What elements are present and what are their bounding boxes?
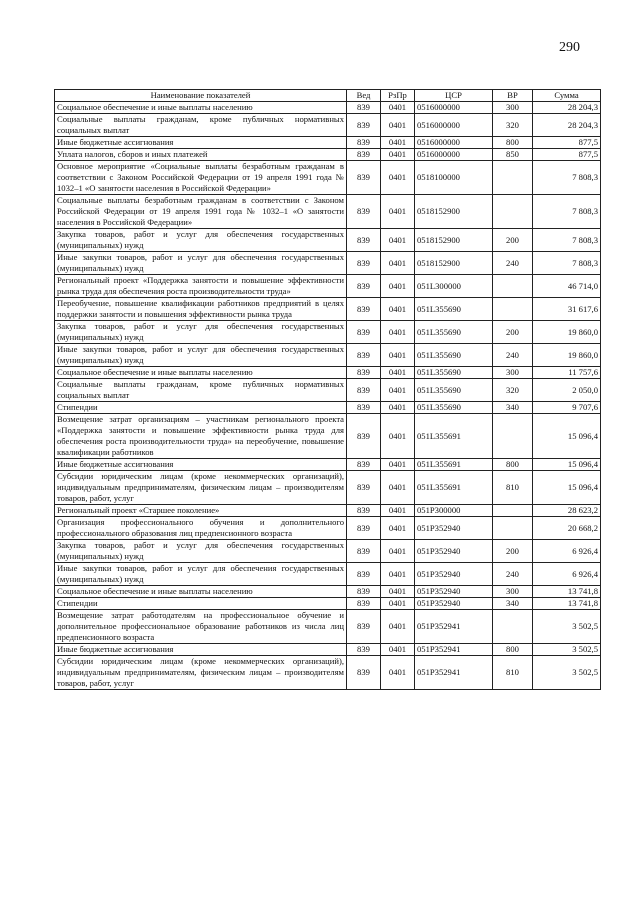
table-body — [55, 102, 601, 690]
table-row — [55, 137, 601, 149]
cell-name: Основное мероприятие «Социальные выплаты безработным гражданам в соответствии с Законом Российской Федерации от 19 апреля 1991 года № 1032–1 «О занятости населения в Российской Федерации» — [55, 161, 347, 195]
cell-vr: 340 — [493, 598, 533, 610]
cell-name: Уплата налогов, сборов и иных платежей — [55, 149, 347, 161]
cell-csr: 051P352941 — [415, 610, 493, 644]
cell-ved: 839 — [347, 459, 381, 471]
cell-ved: 839 — [347, 195, 381, 229]
cell-ved: 839 — [347, 161, 381, 195]
cell-vr: 300 — [493, 367, 533, 379]
cell-ved: 839 — [347, 414, 381, 459]
cell-vr: 800 — [493, 459, 533, 471]
cell-vr — [493, 517, 533, 540]
table-row — [55, 563, 601, 586]
table-row — [55, 402, 601, 414]
header-sum: Сумма — [533, 90, 601, 102]
cell-rzpr: 0401 — [381, 505, 415, 517]
cell-vr — [493, 298, 533, 321]
cell-rzpr: 0401 — [381, 275, 415, 298]
cell-name: Иные закупки товаров, работ и услуг для обеспечения государственных (муниципальных) нужд — [55, 344, 347, 367]
cell-csr: 0518100000 — [415, 161, 493, 195]
cell-rzpr: 0401 — [381, 610, 415, 644]
cell-sum: 6 926,4 — [533, 540, 601, 563]
cell-vr — [493, 161, 533, 195]
cell-rzpr: 0401 — [381, 195, 415, 229]
cell-ved: 839 — [347, 402, 381, 414]
cell-name: Переобучение, повышение квалификации работников предприятий в целях поддержки занятости и повышения эффективности рынка труда — [55, 298, 347, 321]
table-row — [55, 586, 601, 598]
table-row — [55, 610, 601, 644]
cell-ved: 839 — [347, 344, 381, 367]
cell-name: Возмещение затрат работодателям на профессиональное обучение и дополнительное профессиональное образование работников из числа лиц предпенсионного возраста — [55, 610, 347, 644]
cell-sum: 11 757,6 — [533, 367, 601, 379]
cell-ved: 839 — [347, 321, 381, 344]
cell-vr: 240 — [493, 344, 533, 367]
cell-csr: 0516000000 — [415, 149, 493, 161]
cell-name: Закупка товаров, работ и услуг для обеспечения государственных (муниципальных) нужд — [55, 229, 347, 252]
table-row — [55, 540, 601, 563]
cell-ved: 839 — [347, 517, 381, 540]
cell-sum: 15 096,4 — [533, 471, 601, 505]
cell-sum: 13 741,8 — [533, 598, 601, 610]
cell-sum: 6 926,4 — [533, 563, 601, 586]
table-row — [55, 505, 601, 517]
cell-ved: 839 — [347, 298, 381, 321]
cell-rzpr: 0401 — [381, 540, 415, 563]
header-vr: ВР — [493, 90, 533, 102]
cell-name: Субсидии юридическим лицам (кроме некоммерческих организаций), индивидуальным предпринимателям, физическим лицам – производителям товаров, работ, услуг — [55, 656, 347, 690]
cell-sum: 877,5 — [533, 149, 601, 161]
table-row — [55, 161, 601, 195]
table-row — [55, 229, 601, 252]
cell-sum: 7 808,3 — [533, 252, 601, 275]
cell-csr: 051L355690 — [415, 402, 493, 414]
cell-ved: 839 — [347, 563, 381, 586]
cell-rzpr: 0401 — [381, 414, 415, 459]
cell-ved: 839 — [347, 471, 381, 505]
cell-csr: 051P300000 — [415, 505, 493, 517]
cell-csr: 051L300000 — [415, 275, 493, 298]
cell-name: Социальное обеспечение и иные выплаты населению — [55, 367, 347, 379]
cell-ved: 839 — [347, 137, 381, 149]
cell-csr: 0518152900 — [415, 252, 493, 275]
cell-vr: 320 — [493, 379, 533, 402]
cell-ved: 839 — [347, 102, 381, 114]
table-row — [55, 379, 601, 402]
cell-rzpr: 0401 — [381, 161, 415, 195]
cell-ved: 839 — [347, 540, 381, 563]
cell-csr: 051P352940 — [415, 563, 493, 586]
cell-name: Социальные выплаты гражданам, кроме публичных нормативных социальных выплат — [55, 379, 347, 402]
cell-sum: 20 668,2 — [533, 517, 601, 540]
table-row — [55, 644, 601, 656]
cell-csr: 051L355691 — [415, 414, 493, 459]
cell-rzpr: 0401 — [381, 252, 415, 275]
cell-sum: 28 623,2 — [533, 505, 601, 517]
cell-vr: 800 — [493, 644, 533, 656]
cell-vr — [493, 610, 533, 644]
cell-rzpr: 0401 — [381, 459, 415, 471]
cell-rzpr: 0401 — [381, 402, 415, 414]
cell-name: Региональный проект «Поддержка занятости и повышение эффективности рынка труда для обеспечения роста производительности труда» — [55, 275, 347, 298]
cell-ved: 839 — [347, 379, 381, 402]
cell-vr — [493, 505, 533, 517]
cell-sum: 3 502,5 — [533, 610, 601, 644]
cell-sum: 46 714,0 — [533, 275, 601, 298]
cell-vr: 340 — [493, 402, 533, 414]
cell-name: Стипендии — [55, 598, 347, 610]
cell-csr: 051P352940 — [415, 586, 493, 598]
cell-vr — [493, 195, 533, 229]
cell-vr: 200 — [493, 540, 533, 563]
cell-ved: 839 — [347, 114, 381, 137]
cell-ved: 839 — [347, 149, 381, 161]
cell-csr: 0516000000 — [415, 102, 493, 114]
cell-vr: 320 — [493, 114, 533, 137]
cell-rzpr: 0401 — [381, 344, 415, 367]
cell-csr: 051L355690 — [415, 379, 493, 402]
table-row — [55, 414, 601, 459]
cell-sum: 13 741,8 — [533, 586, 601, 598]
cell-rzpr: 0401 — [381, 379, 415, 402]
table-row — [55, 344, 601, 367]
table-header-row — [55, 90, 601, 102]
cell-vr: 810 — [493, 471, 533, 505]
cell-name: Субсидии юридическим лицам (кроме некоммерческих организаций), индивидуальным предпринимателям, физическим лицам – производителям товаров, работ, услуг — [55, 471, 347, 505]
page-number: 290 — [559, 40, 580, 55]
cell-rzpr: 0401 — [381, 137, 415, 149]
cell-sum: 15 096,4 — [533, 414, 601, 459]
cell-vr: 240 — [493, 252, 533, 275]
cell-rzpr: 0401 — [381, 229, 415, 252]
cell-ved: 839 — [347, 598, 381, 610]
cell-sum: 9 707,6 — [533, 402, 601, 414]
cell-rzpr: 0401 — [381, 656, 415, 690]
cell-name: Социальное обеспечение и иные выплаты населению — [55, 586, 347, 598]
cell-vr: 300 — [493, 102, 533, 114]
cell-ved: 839 — [347, 367, 381, 379]
cell-csr: 0516000000 — [415, 137, 493, 149]
header-csr: ЦСР — [415, 90, 493, 102]
table-row — [55, 114, 601, 137]
cell-ved: 839 — [347, 229, 381, 252]
cell-csr: 051L355690 — [415, 321, 493, 344]
cell-ved: 839 — [347, 644, 381, 656]
table-row — [55, 459, 601, 471]
cell-name: Социальное обеспечение и иные выплаты населению — [55, 102, 347, 114]
cell-sum: 28 204,3 — [533, 114, 601, 137]
cell-name: Региональный проект «Старшее поколение» — [55, 505, 347, 517]
table-row — [55, 252, 601, 275]
cell-csr: 051P352940 — [415, 517, 493, 540]
cell-csr: 0518152900 — [415, 229, 493, 252]
cell-csr: 051P352941 — [415, 656, 493, 690]
header-name: Наименование показателей — [55, 90, 347, 102]
cell-csr: 051P352940 — [415, 540, 493, 563]
cell-name: Иные бюджетные ассигнования — [55, 644, 347, 656]
cell-csr: 051P352941 — [415, 644, 493, 656]
table-row — [55, 195, 601, 229]
cell-rzpr: 0401 — [381, 114, 415, 137]
cell-ved: 839 — [347, 275, 381, 298]
table-row — [55, 656, 601, 690]
cell-name: Возмещение затрат организациям – участникам регионального проекта «Поддержка занятости и повышение эффективности рынка труда для обеспечения роста производительности труда» на переобучение, повышение квалификации работников — [55, 414, 347, 459]
cell-rzpr: 0401 — [381, 586, 415, 598]
cell-vr: 240 — [493, 563, 533, 586]
cell-ved: 839 — [347, 610, 381, 644]
cell-vr: 200 — [493, 229, 533, 252]
cell-rzpr: 0401 — [381, 644, 415, 656]
cell-sum: 877,5 — [533, 137, 601, 149]
cell-rzpr: 0401 — [381, 102, 415, 114]
cell-vr: 300 — [493, 586, 533, 598]
cell-vr: 810 — [493, 656, 533, 690]
cell-vr: 850 — [493, 149, 533, 161]
header-ved: Вед — [347, 90, 381, 102]
table-row — [55, 598, 601, 610]
cell-csr: 051P352940 — [415, 598, 493, 610]
cell-csr: 0518152900 — [415, 195, 493, 229]
cell-name: Иные закупки товаров, работ и услуг для обеспечения государственных (муниципальных) нужд — [55, 563, 347, 586]
cell-csr: 0516000000 — [415, 114, 493, 137]
cell-name: Стипендии — [55, 402, 347, 414]
cell-name: Иные бюджетные ассигнования — [55, 459, 347, 471]
cell-ved: 839 — [347, 656, 381, 690]
cell-name: Организация профессионального обучения и дополнительного профессионального образования лиц предпенсионного возраста — [55, 517, 347, 540]
cell-rzpr: 0401 — [381, 563, 415, 586]
cell-sum: 28 204,3 — [533, 102, 601, 114]
cell-rzpr: 0401 — [381, 321, 415, 344]
cell-sum: 7 808,3 — [533, 229, 601, 252]
table-row — [55, 275, 601, 298]
cell-rzpr: 0401 — [381, 598, 415, 610]
cell-name: Иные закупки товаров, работ и услуг для обеспечения государственных (муниципальных) нужд — [55, 252, 347, 275]
cell-csr: 051L355690 — [415, 298, 493, 321]
cell-vr: 800 — [493, 137, 533, 149]
cell-rzpr: 0401 — [381, 471, 415, 505]
cell-csr: 051L355691 — [415, 471, 493, 505]
cell-sum: 15 096,4 — [533, 459, 601, 471]
cell-vr: 200 — [493, 321, 533, 344]
cell-csr: 051L355691 — [415, 459, 493, 471]
cell-sum: 2 050,0 — [533, 379, 601, 402]
cell-sum: 31 617,6 — [533, 298, 601, 321]
table-row — [55, 149, 601, 161]
cell-sum: 19 860,0 — [533, 344, 601, 367]
cell-ved: 839 — [347, 586, 381, 598]
cell-ved: 839 — [347, 505, 381, 517]
cell-name: Социальные выплаты безработным гражданам в соответствии с Законом Российской Федерации от 19 апреля 1991 года № 1032–1 «О занятости населения в Российской Федерации» — [55, 195, 347, 229]
cell-rzpr: 0401 — [381, 517, 415, 540]
table-row — [55, 517, 601, 540]
cell-vr — [493, 275, 533, 298]
table-row — [55, 321, 601, 344]
cell-rzpr: 0401 — [381, 149, 415, 161]
cell-name: Закупка товаров, работ и услуг для обеспечения государственных (муниципальных) нужд — [55, 540, 347, 563]
cell-ved: 839 — [347, 252, 381, 275]
cell-vr — [493, 414, 533, 459]
table-row — [55, 298, 601, 321]
table-row — [55, 102, 601, 114]
cell-sum: 3 502,5 — [533, 644, 601, 656]
cell-sum: 3 502,5 — [533, 656, 601, 690]
cell-sum: 7 808,3 — [533, 161, 601, 195]
cell-rzpr: 0401 — [381, 298, 415, 321]
cell-sum: 19 860,0 — [533, 321, 601, 344]
budget-table — [54, 89, 601, 690]
table-row — [55, 471, 601, 505]
cell-rzpr: 0401 — [381, 367, 415, 379]
cell-sum: 7 808,3 — [533, 195, 601, 229]
cell-csr: 051L355690 — [415, 344, 493, 367]
cell-name: Социальные выплаты гражданам, кроме публичных нормативных социальных выплат — [55, 114, 347, 137]
cell-csr: 051L355690 — [415, 367, 493, 379]
table-row — [55, 367, 601, 379]
cell-name: Закупка товаров, работ и услуг для обеспечения государственных (муниципальных) нужд — [55, 321, 347, 344]
header-rzpr: РзПр — [381, 90, 415, 102]
cell-name: Иные бюджетные ассигнования — [55, 137, 347, 149]
